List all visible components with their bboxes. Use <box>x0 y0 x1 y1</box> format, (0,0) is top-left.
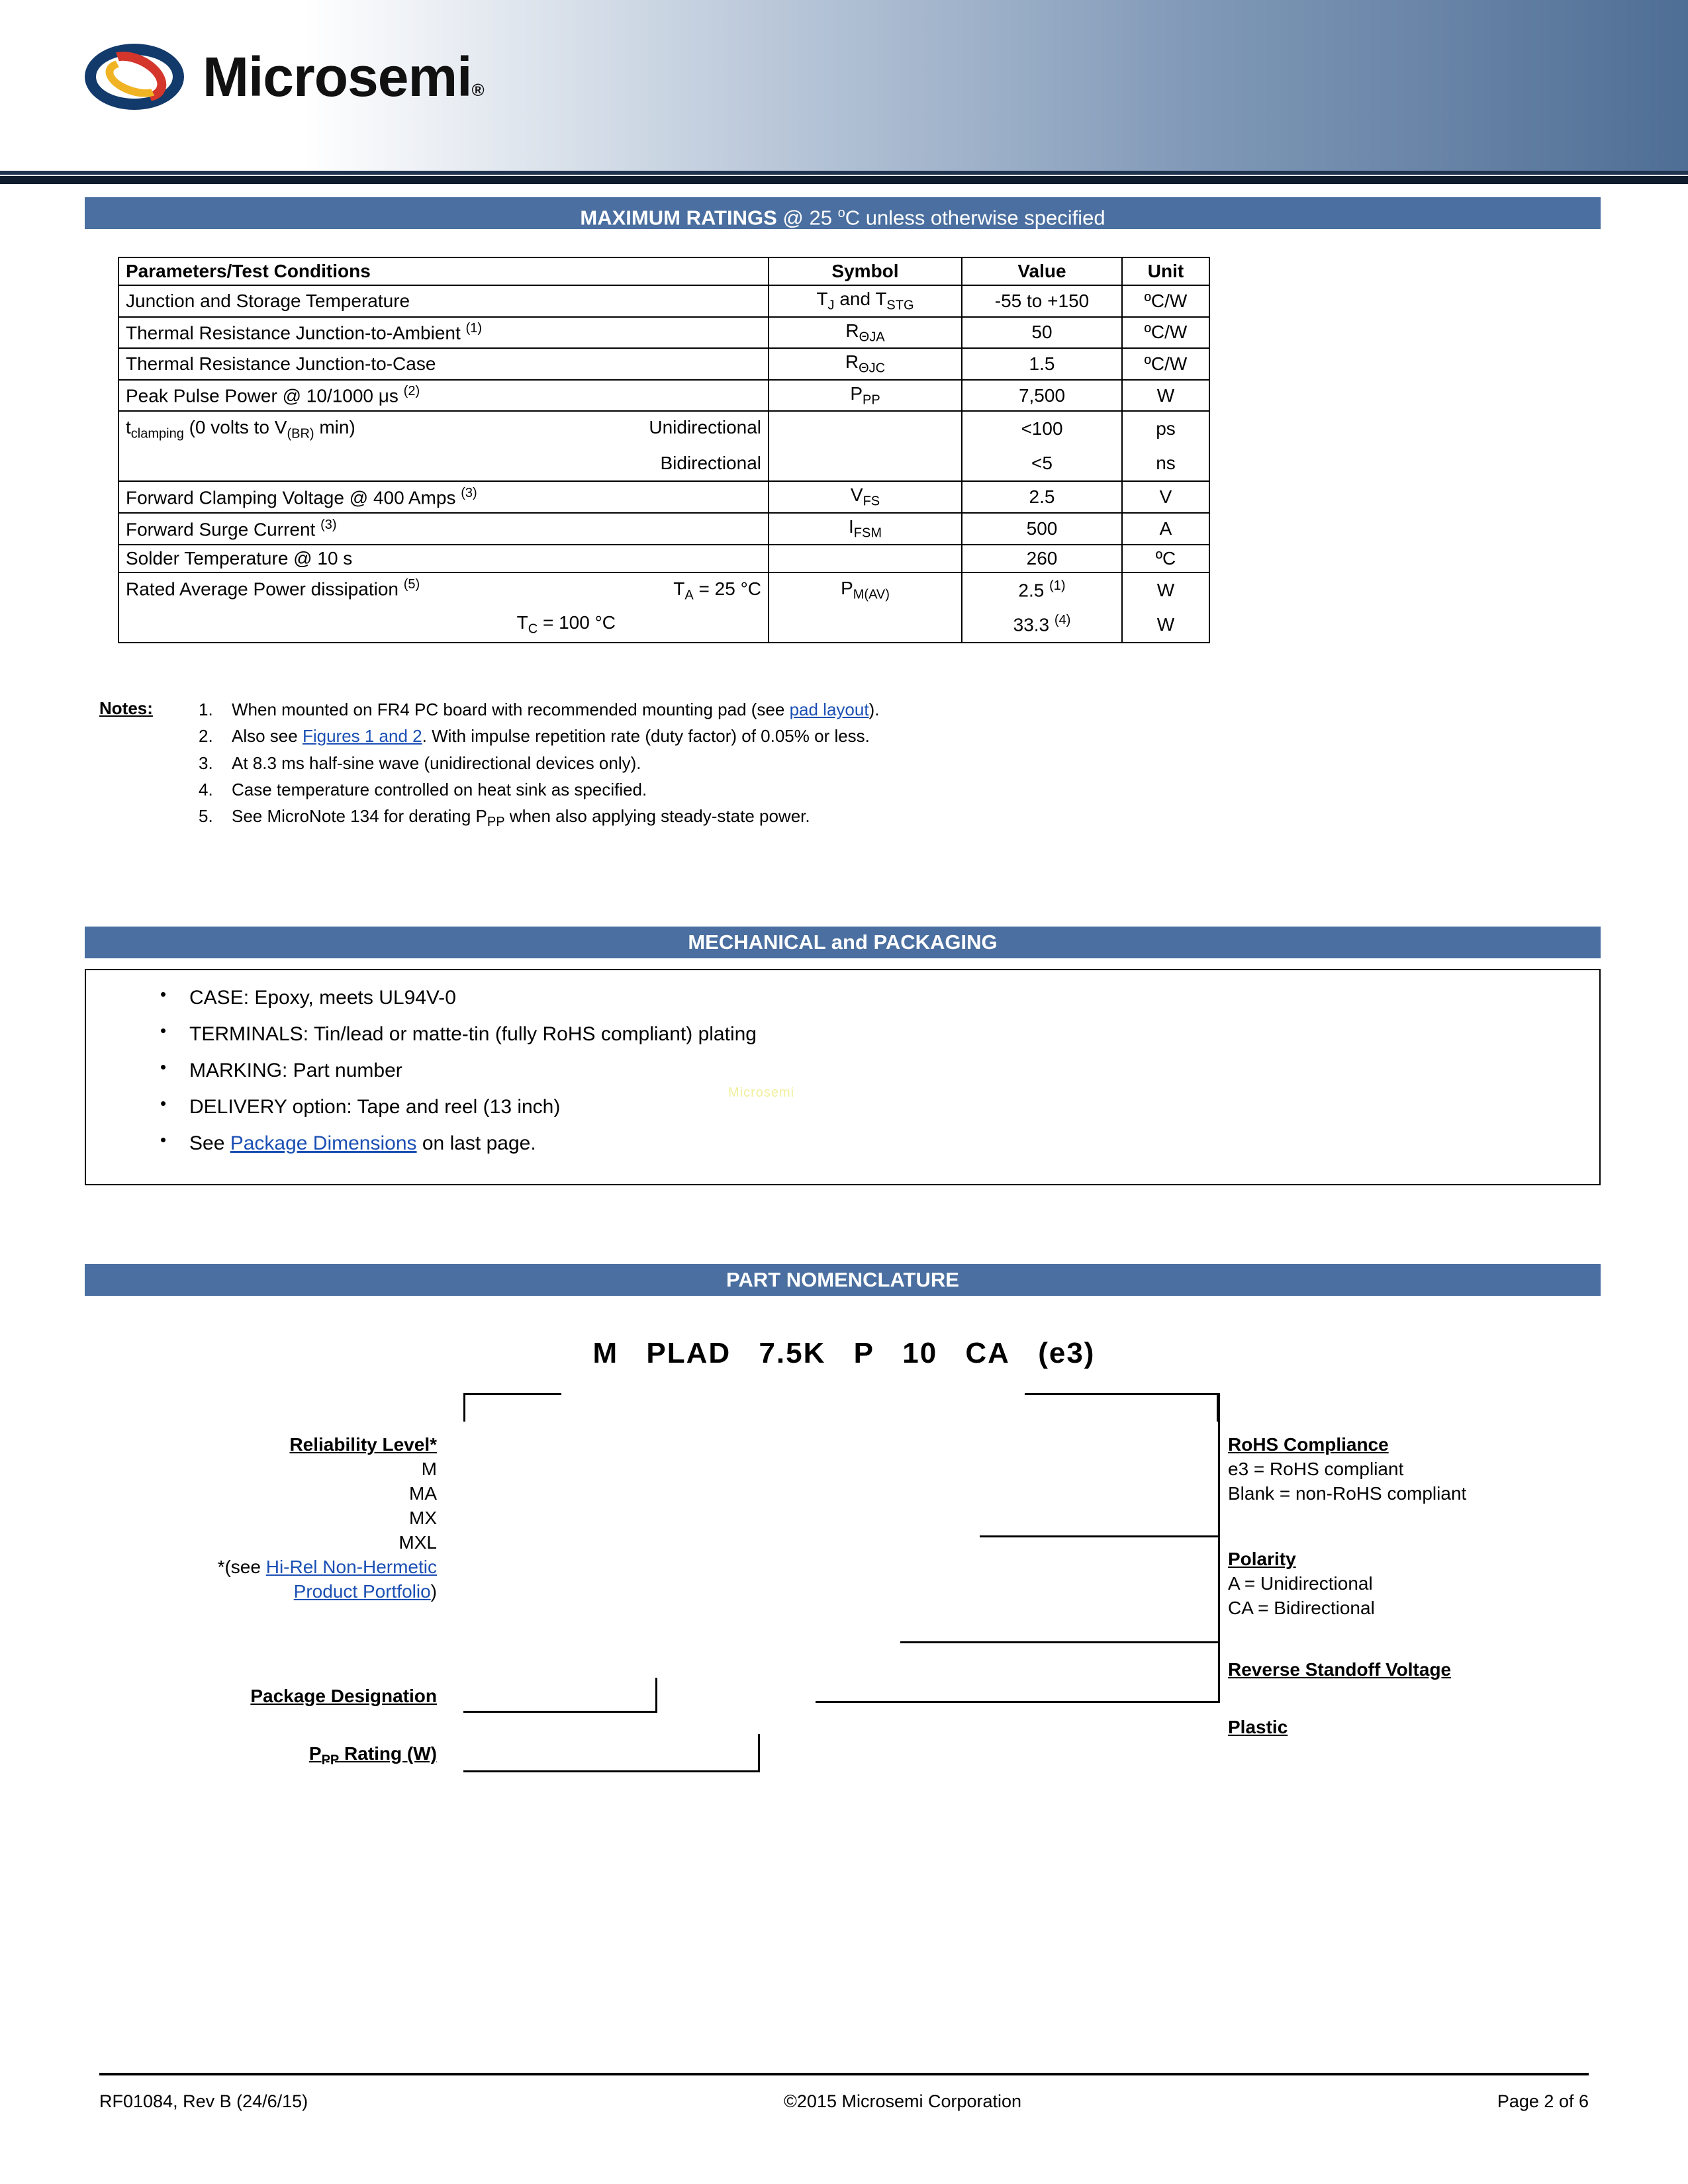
note-text: Also see <box>232 726 303 747</box>
note-text: At 8.3 ms half-sine wave (unidirectional devices only). <box>232 752 641 773</box>
table-row <box>118 380 1209 412</box>
row-unit: ps <box>1122 411 1209 446</box>
row-unit: W <box>1122 380 1209 412</box>
row-unit: A <box>1122 513 1209 545</box>
package-designation-label: Package Designation <box>250 1686 437 1706</box>
row-subcondition-a: Unidirectional <box>649 416 761 437</box>
column-header-parameters: Parameters/Test Conditions <box>118 257 769 285</box>
maximum-ratings-table <box>118 257 1210 643</box>
footer-copyright: ©2015 Microsemi Corporation <box>784 2091 1022 2111</box>
row-value: <5 <box>962 446 1122 481</box>
footnote-ref: (2) <box>403 384 420 399</box>
row-parameter: Peak Pulse Power @ 10/1000 μs $^{(2)}$ <box>118 380 769 412</box>
row-unit: V <box>1122 481 1209 513</box>
row-value: 50 <box>962 317 1122 349</box>
footer-page-number: Page 2 of 6 <box>1497 2091 1589 2111</box>
row-unit: ºC/W <box>1122 317 1209 349</box>
code-segment-polarity: CA <box>965 1337 1010 1369</box>
package-dimensions-link[interactable]: Package Dimensions <box>230 1132 417 1154</box>
leader-package <box>463 1678 657 1713</box>
reliability-footnote-2: Product Portfolio) <box>293 1580 437 1602</box>
footnote-ref: (3) <box>461 486 477 500</box>
reliability-footnote: *(see Hi-Rel Non-Hermetic <box>217 1556 437 1577</box>
reliability-level-m: M <box>421 1458 437 1479</box>
reverse-standoff-voltage-label: Reverse Standoff Voltage <box>1228 1659 1452 1680</box>
notes-list <box>99 698 1225 831</box>
row-symbol: $V_{FS}$ <box>769 481 962 513</box>
code-segment-plastic: P <box>853 1337 874 1369</box>
list-item: • MARKING: Part number <box>146 1058 1599 1083</box>
microsemi-logo <box>85 37 484 116</box>
note-item <box>99 778 1225 801</box>
table-row <box>118 481 1209 513</box>
note-text: When mounted on FR4 PC board with recommended mounting pad (see <box>232 700 790 719</box>
mechanical-title-bar: MECHANICAL and PACKAGING <box>85 927 1601 958</box>
code-segment-reliability: M <box>592 1337 619 1369</box>
row-symbol: $P_{M(AV)}$ <box>769 572 962 608</box>
table-row <box>118 513 1209 545</box>
logo-registered-mark: ® <box>471 80 484 100</box>
part-nomenclature-title-bar: PART NOMENCLATURE <box>85 1264 1601 1296</box>
footnote-ref: (3) <box>320 517 337 532</box>
leader-plastic <box>816 1393 1220 1703</box>
note-text-end: . With impulse repetition rate (duty factor) of 0.05% or less. <box>422 726 870 747</box>
table-row <box>118 348 1209 380</box>
footer-divider <box>99 2073 1589 2075</box>
reliability-level-mxl: MXL <box>399 1531 437 1553</box>
note-number: 1. <box>199 700 213 719</box>
row-subcondition-a: $T_A = 25$ °C <box>673 578 761 603</box>
note-text-end: ). <box>868 700 880 719</box>
code-segment-rohs: (e3) <box>1038 1337 1096 1369</box>
microsemi-logo-icon <box>85 37 191 116</box>
row-symbol: $P_{PP}$ <box>769 380 962 412</box>
logo-wordmark <box>203 46 484 108</box>
row-symbol: $T_J$ and $T_{STG}$ <box>769 285 962 317</box>
note-item <box>99 725 1225 747</box>
hi-rel-link-line1[interactable]: Hi-Rel Non-Hermetic <box>265 1556 437 1577</box>
row-parameter: $t_{clamping}$ (0 volts to $V_{(BR)}$ min) Unidirectional <box>118 411 769 446</box>
footnote-ref: (1) <box>465 321 482 336</box>
ppp-rating-label: $P_{PP}$ Rating (W) <box>308 1743 437 1768</box>
rohs-header: RoHS Compliance <box>1228 1434 1389 1455</box>
row-parameter: Forward Clamping Voltage @ 400 Amps $^{(3)}$ <box>118 481 769 513</box>
notes-label: Notes: <box>99 698 153 718</box>
table-row <box>118 608 1209 643</box>
polarity-block <box>1228 1547 1625 1621</box>
polarity-header: Polarity <box>1228 1549 1296 1569</box>
maximum-ratings-title-suffix: @ 25 <box>776 206 838 230</box>
note-item <box>99 805 1225 831</box>
row-value: 1.5 <box>962 348 1122 380</box>
row-parameter: Forward Surge Current $^{(3)}$ <box>118 513 769 545</box>
leader-ppp <box>463 1734 760 1772</box>
notes-block <box>99 698 1225 835</box>
leader-reliability <box>463 1393 561 1422</box>
degree-symbol: o <box>837 206 845 220</box>
note-item <box>99 752 1225 774</box>
hi-rel-link-line2[interactable]: Product Portfolio <box>293 1580 431 1602</box>
row-symbol <box>769 446 962 481</box>
table-row <box>118 285 1209 317</box>
reliability-level-header: Reliability Level* <box>289 1434 437 1455</box>
watermark-text: Microsemi <box>728 1085 795 1100</box>
row-symbol <box>769 545 962 572</box>
column-header-value: Value <box>962 257 1122 285</box>
part-number-code <box>0 1337 1688 1370</box>
row-symbol: $R_{\Theta JC}$ <box>769 348 962 380</box>
pad-layout-link[interactable]: pad layout <box>789 700 869 719</box>
table-row <box>118 317 1209 349</box>
row-unit: ºC/W <box>1122 285 1209 317</box>
maximum-ratings-title-unit: C unless otherwise specified <box>845 206 1105 230</box>
row-unit: W <box>1122 572 1209 608</box>
table-row <box>118 411 1209 446</box>
row-subcondition-b: Bidirectional <box>118 446 769 481</box>
code-segment-ppp: 7.5K <box>759 1337 826 1369</box>
note-number: 5. <box>199 806 213 827</box>
row-value: 33.3 $^{(4)}$ <box>962 608 1122 643</box>
note-number: 4. <box>199 779 213 799</box>
column-header-unit: Unit <box>1122 257 1209 285</box>
row-parameter: Solder Temperature @ 10 s <box>118 545 769 572</box>
column-header-symbol: Symbol <box>769 257 962 285</box>
note-number: 3. <box>199 752 213 773</box>
header-divider-top <box>0 171 1688 175</box>
row-parameter: Rated Average Power dissipation $^{(5)}$ $T_A = 25$ °C <box>118 572 769 608</box>
row-value: <100 <box>962 411 1122 446</box>
polarity-line-1: A = Unidirectional <box>1228 1572 1373 1594</box>
code-segment-package: PLAD <box>646 1337 731 1369</box>
footer-doc-id: RF01084, Rev B (24/6/15) <box>99 2091 308 2111</box>
row-symbol: $I_{FSM}$ <box>769 513 962 545</box>
figures-link[interactable]: Figures 1 and 2 <box>302 726 422 747</box>
table-row <box>118 572 1209 608</box>
list-item: • See Package Dimensions on last page. <box>146 1130 1599 1156</box>
footnote-ref: (1) <box>1049 578 1066 594</box>
footnote-ref: (4) <box>1054 613 1071 628</box>
table-row <box>118 446 1209 481</box>
rohs-line-1: e3 = RoHS compliant <box>1228 1458 1404 1479</box>
maximum-ratings-title-bar <box>85 197 1601 229</box>
row-subcondition-b: $T_C = 100$ °C <box>118 608 769 643</box>
row-parameter: Junction and Storage Temperature <box>118 285 769 317</box>
row-value: 260 <box>962 545 1122 572</box>
header-divider-bottom <box>0 176 1688 184</box>
reliability-level-ma: MA <box>409 1482 437 1504</box>
table-row <box>118 545 1209 572</box>
list-item: • CASE: Epoxy, meets UL94V-0 <box>146 985 1599 1011</box>
list-item: • TERMINALS: Tin/lead or matte-tin (fully RoHS compliant) plating <box>146 1021 1599 1047</box>
row-symbol <box>769 608 962 643</box>
note-number: 2. <box>199 726 213 747</box>
row-unit: ns <box>1122 446 1209 481</box>
table-header-row <box>118 257 1209 285</box>
mechanical-list <box>86 985 1599 1156</box>
row-unit: W <box>1122 608 1209 643</box>
list-item: • DELIVERY option: Tape and reel (13 inch) <box>146 1094 1599 1120</box>
row-parameter: Thermal Resistance Junction-to-Ambient $^{(1)}$ <box>118 317 769 349</box>
footnote-ref: (5) <box>403 576 420 592</box>
row-symbol: $R_{\Theta JA}$ <box>769 317 962 349</box>
row-value: 2.5 $^{(1)}$ <box>962 572 1122 608</box>
note-text: Case temperature controlled on heat sink as specified. <box>232 779 647 799</box>
note-item <box>99 698 1225 721</box>
mechanical-packaging-box <box>85 969 1601 1185</box>
reliability-level-mx: MX <box>409 1507 437 1528</box>
row-unit: ºC/W <box>1122 348 1209 380</box>
row-unit: ºC <box>1122 545 1209 572</box>
row-value: 2.5 <box>962 481 1122 513</box>
row-parameter: Thermal Resistance Junction-to-Case <box>118 348 769 380</box>
reliability-level-block <box>79 1433 437 1604</box>
note-text: See MicroNote 134 for derating $P_{PP}$ when also applying steady-state power. <box>232 806 810 830</box>
row-value: 500 <box>962 513 1122 545</box>
row-value: 7,500 <box>962 380 1122 412</box>
rohs-line-2: Blank = non-RoHS compliant <box>1228 1482 1467 1504</box>
polarity-line-2: CA = Bidirectional <box>1228 1597 1375 1618</box>
row-symbol <box>769 411 962 446</box>
page-footer <box>99 2091 1589 2112</box>
logo-wordmark-text: Microsemi <box>203 46 472 108</box>
maximum-ratings-title: MAXIMUM RATINGS <box>580 206 777 230</box>
row-value: -55 to +150 <box>962 285 1122 317</box>
plastic-label: Plastic <box>1228 1717 1288 1737</box>
rohs-compliance-block <box>1228 1433 1625 1506</box>
code-segment-standoff: 10 <box>902 1337 938 1369</box>
